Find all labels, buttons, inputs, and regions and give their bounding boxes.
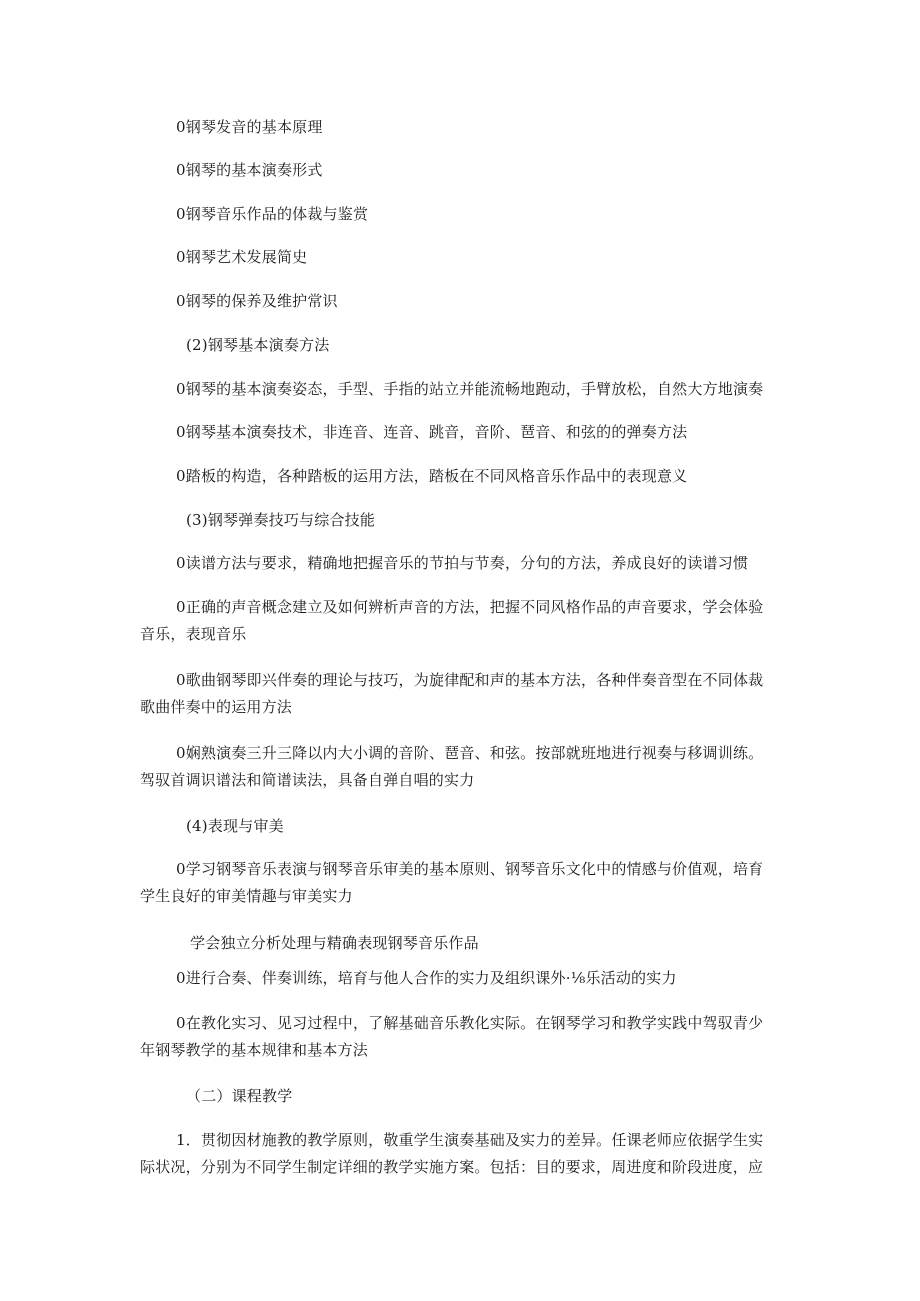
text-line: 0读谱方法与要求，精确地把握音乐的节拍与节奏，分句的方法，养成良好的读谱习惯	[176, 554, 749, 572]
text-line: 0在教化实习、见习过程中，了解基础音乐教化实际。在钢琴学习和教学实践中驾驭青少	[176, 1014, 764, 1032]
text-line: 0钢琴音乐作品的体裁与鉴赏	[176, 205, 369, 223]
text-line-continuation: 音乐，表现音乐	[140, 625, 247, 643]
section-heading: (2)钢琴基本演奏方法	[186, 336, 330, 354]
text-line: 0踏板的构造，各种踏板的运用方法，踏板在不同风格音乐作品中的表现意义	[176, 467, 688, 485]
text-line-continuation: 际状况，分别为不同学生制定详细的教学实施方案。包括：目的要求，周进度和阶段进度，应	[140, 1158, 764, 1176]
text-line: 0正确的声音概念建立及如何辨析声音的方法，把握不同风格作品的声音要求，学会体验	[176, 598, 764, 616]
text-line: 0歌曲钢琴即兴伴奏的理论与技巧，为旋律配和声的基本方法，各种伴奏音型在不同体裁	[176, 671, 764, 689]
text-line: 0钢琴发音的基本原理	[176, 118, 323, 136]
text-line: 0学习钢琴音乐表演与钢琴音乐审美的基本原则、钢琴音乐文化中的情感与价值观，培育	[176, 860, 764, 878]
text-line: 0进行合奏、伴奏训练，培育与他人合作的实力及组织课外·⅛乐活动的实力	[176, 969, 677, 987]
section-heading: (3)钢琴弹奏技巧与综合技能	[186, 511, 376, 529]
section-heading: (4)表现与审美	[186, 817, 284, 835]
text-line-continuation: 年钢琴教学的基本规律和基本方法	[140, 1041, 369, 1059]
section-heading: （二）课程教学	[186, 1087, 293, 1105]
text-line-continuation: 驾驭首调识谱法和简谱读法，具备自弹自唱的实力	[140, 771, 475, 789]
text-line: 0钢琴的基本演奏形式	[176, 161, 323, 179]
text-line: 1．贯彻因材施教的教学原则，敬重学生演奏基础及实力的差异。任课老师应依据学生实	[176, 1131, 764, 1149]
text-line-continuation: 歌曲伴奏中的运用方法	[140, 698, 293, 716]
text-line: 0钢琴基本演奏技术，非连音、连音、跳音，音阶、琶音、和弦的的弹奏方法	[176, 423, 688, 441]
text-line: 0钢琴艺术发展简史	[176, 248, 308, 266]
text-line: 学会独立分析处理与精确表现钢琴音乐作品	[190, 934, 479, 952]
text-line-continuation: 学生良好的审美情趣与审美实力	[140, 887, 353, 905]
text-line: 0钢琴的基本演奏姿态，手型、手指的站立并能流畅地跑动，手臂放松，自然大方地演奏	[176, 380, 764, 398]
text-line: 0娴熟演奏三升三降以内大小调的音阶、琶音、和弦。按部就班地进行视奏与移调训练。	[176, 744, 764, 762]
text-line: 0钢琴的保养及维护常识	[176, 292, 338, 310]
